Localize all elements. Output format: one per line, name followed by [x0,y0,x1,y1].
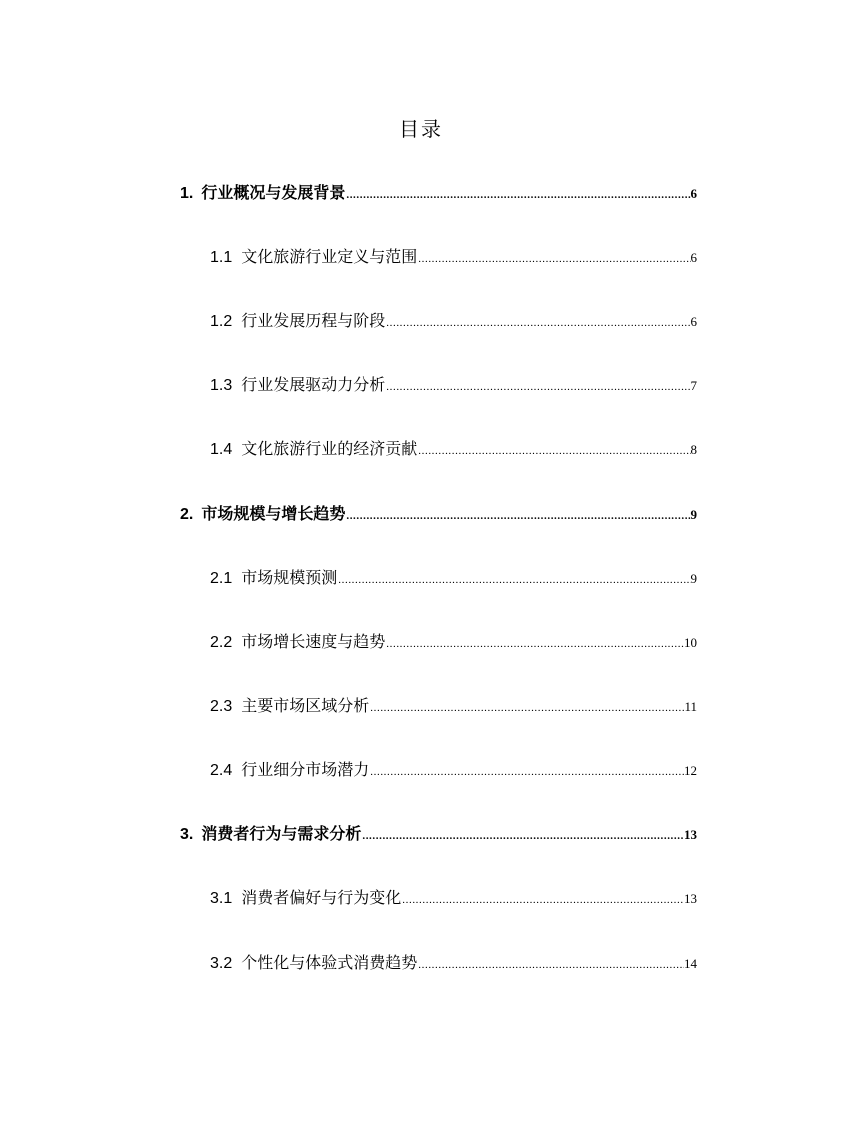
toc-entry-page: 6 [690,186,697,201]
toc-entry-text: 文化旅游行业定义与范围 [241,249,418,266]
toc-entry-2-3[interactable] [210,695,697,719]
toc-entry-page: 6 [690,250,697,265]
toc-entry-text: 文化旅游行业的经济贡献 [241,441,418,458]
toc-entry-2-4[interactable] [210,759,697,783]
toc-entry-number: 1.3 [210,377,233,394]
toc-leader-dots [345,504,690,528]
toc-leader-dots [345,183,690,207]
toc-entry-2[interactable] [180,503,697,527]
toc-entry-3-2[interactable] [210,952,697,976]
toc-entry-number: 1.1 [210,249,233,266]
toc-leader-dots [369,696,684,720]
toc-entry-text: 市场增长速度与趋势 [241,634,386,651]
toc-leader-dots [369,760,684,784]
toc-leader-dots [385,311,690,335]
toc-entry-1-3[interactable] [210,374,697,398]
toc-leader-dots [417,953,684,977]
toc-title: 目录 [399,119,443,141]
toc-leader-dots [385,375,690,399]
toc-entry-1[interactable] [180,182,697,206]
toc-entry-page: 9 [690,571,697,586]
toc-entry-1-4[interactable] [210,438,697,462]
toc-entry-text: 消费者行为与需求分析 [201,826,362,843]
toc-entry-2-1[interactable] [210,567,697,591]
toc-entry-number: 1. [180,185,194,202]
toc-entry-page: 11 [684,699,697,714]
toc-entry-number: 2.4 [210,762,233,779]
toc-entry-text: 消费者偏好与行为变化 [241,890,402,907]
toc-entry-2-2[interactable] [210,631,697,655]
toc-entry-text: 市场规模预测 [241,570,338,587]
toc-entry-number: 2. [180,506,194,523]
toc-entry-text: 行业发展驱动力分析 [241,377,386,394]
toc-entry-page: 14 [684,956,697,971]
toc-entry-page: 12 [684,763,697,778]
toc-entry-number: 2.3 [210,698,233,715]
toc-leader-dots [417,247,690,271]
toc-leader-dots [385,632,684,656]
toc-entry-text: 行业发展历程与阶段 [241,313,386,330]
toc-entry-page: 13 [684,891,697,906]
toc-entry-3[interactable] [180,823,697,847]
toc-entry-page: 13 [684,827,697,842]
toc-entry-number: 2.2 [210,634,233,651]
toc-entry-1-1[interactable] [210,246,697,270]
toc-entry-3-1[interactable] [210,887,697,911]
toc-entry-number: 3.2 [210,955,233,972]
toc-entry-number: 2.1 [210,570,233,587]
toc-entry-page: 6 [690,314,697,329]
toc-entry-text: 行业概况与发展背景 [201,185,346,202]
toc-entry-page: 8 [690,442,697,457]
toc-entry-page: 9 [690,507,697,522]
toc-entry-text: 个性化与体验式消费趋势 [241,955,418,972]
toc-entry-number: 3. [180,826,194,843]
toc-entry-page: 10 [684,635,697,650]
toc-leader-dots [361,824,684,848]
toc-leader-dots [401,888,684,912]
toc-entry-number: 1.4 [210,441,233,458]
toc-leader-dots [337,568,690,592]
toc-leader-dots [417,439,690,463]
toc-entry-number: 3.1 [210,890,233,907]
toc-entry-1-2[interactable] [210,310,697,334]
toc-entry-text: 主要市场区域分析 [241,698,370,715]
toc-entry-number: 1.2 [210,313,233,330]
toc-entry-text: 市场规模与增长趋势 [201,506,346,523]
toc-entry-page: 7 [690,378,697,393]
toc-entry-text: 行业细分市场潜力 [241,762,370,779]
